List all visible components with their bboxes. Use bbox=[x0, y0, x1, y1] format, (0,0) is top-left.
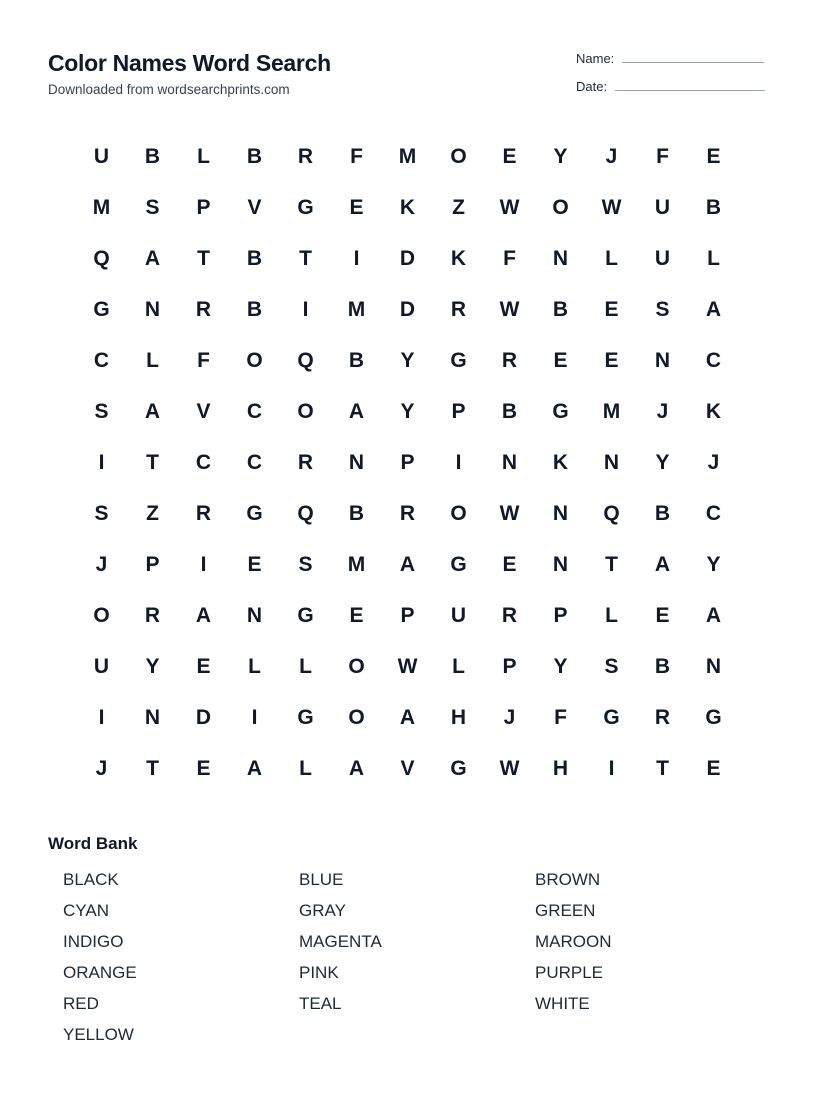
grid-cell[interactable]: P bbox=[196, 195, 211, 219]
grid-cell[interactable]: Y bbox=[706, 552, 721, 576]
grid-cell[interactable]: B bbox=[348, 348, 365, 372]
grid-cell[interactable]: Q bbox=[297, 348, 314, 372]
grid-cell[interactable]: A bbox=[348, 756, 365, 780]
grid-cell[interactable]: B bbox=[501, 399, 518, 423]
grid-cell[interactable]: B bbox=[654, 501, 671, 525]
grid-cell[interactable]: K bbox=[552, 450, 569, 474]
grid-cell[interactable]: R bbox=[654, 705, 671, 729]
grid-cell[interactable]: U bbox=[450, 603, 467, 627]
grid-cell[interactable]: J bbox=[656, 399, 669, 423]
grid-cell[interactable]: G bbox=[93, 297, 110, 321]
grid-cell[interactable]: T bbox=[146, 756, 159, 780]
grid-cell[interactable]: G bbox=[705, 705, 722, 729]
grid-cell[interactable]: G bbox=[552, 399, 569, 423]
grid-cell[interactable]: F bbox=[554, 705, 567, 729]
grid-cell[interactable]: R bbox=[195, 501, 212, 525]
grid-cell[interactable]: U bbox=[654, 246, 671, 270]
word-bank-item: MAROON bbox=[535, 932, 612, 951]
grid-cell[interactable]: I bbox=[98, 705, 105, 729]
grid-cell[interactable]: N bbox=[552, 246, 569, 270]
grid-cell[interactable]: G bbox=[297, 603, 314, 627]
grid-cell[interactable]: L bbox=[248, 654, 261, 678]
grid-cell[interactable]: G bbox=[297, 705, 314, 729]
grid-cell[interactable]: H bbox=[450, 705, 467, 729]
grid-cell[interactable]: T bbox=[146, 450, 159, 474]
grid-cell[interactable]: T bbox=[656, 756, 669, 780]
grid-cell[interactable]: O bbox=[348, 654, 365, 678]
grid-cell[interactable]: B bbox=[654, 654, 671, 678]
grid-cell[interactable]: Y bbox=[400, 348, 415, 372]
grid-cell[interactable]: V bbox=[400, 756, 415, 780]
grid-cell[interactable]: P bbox=[451, 399, 466, 423]
grid-cell[interactable]: E bbox=[706, 144, 721, 168]
word-bank-item: PINK bbox=[299, 963, 339, 982]
grid-cell[interactable]: T bbox=[605, 552, 618, 576]
grid-cell[interactable]: N bbox=[603, 450, 620, 474]
grid-cell[interactable]: I bbox=[455, 450, 462, 474]
grid-cell[interactable]: F bbox=[656, 144, 669, 168]
word-bank-item: PURPLE bbox=[535, 963, 604, 982]
word-bank-item: GREEN bbox=[535, 901, 596, 920]
grid-cell[interactable]: P bbox=[145, 552, 160, 576]
grid-cell[interactable]: R bbox=[297, 144, 314, 168]
grid-cell[interactable]: E bbox=[349, 603, 364, 627]
grid-cell[interactable]: I bbox=[98, 450, 105, 474]
grid-cell[interactable]: B bbox=[705, 195, 722, 219]
grid-cell[interactable]: E bbox=[502, 552, 517, 576]
grid-cell[interactable]: L bbox=[299, 654, 312, 678]
word-bank-item: MAGENTA bbox=[299, 932, 382, 951]
grid-cell[interactable]: Y bbox=[553, 654, 568, 678]
word-bank bbox=[63, 869, 771, 1055]
grid-cell[interactable]: N bbox=[348, 450, 365, 474]
grid-cell[interactable]: G bbox=[450, 756, 467, 780]
grid-cell[interactable]: N bbox=[654, 348, 671, 372]
word-bank-item: CYAN bbox=[63, 901, 109, 920]
grid-cell[interactable]: W bbox=[499, 297, 520, 321]
grid-cell[interactable]: J bbox=[503, 705, 516, 729]
grid-cell[interactable]: N bbox=[552, 552, 569, 576]
grid-cell[interactable]: F bbox=[197, 348, 210, 372]
grid-cell[interactable]: N bbox=[705, 654, 722, 678]
word-bank-title: Word Bank bbox=[48, 834, 138, 853]
word-bank-item: GRAY bbox=[299, 901, 346, 920]
grid-cell[interactable]: A bbox=[348, 399, 365, 423]
grid-cell[interactable]: Q bbox=[603, 501, 620, 525]
word-bank-item: BLUE bbox=[299, 870, 344, 889]
grid-cell[interactable]: B bbox=[246, 144, 263, 168]
grid-cell[interactable]: B bbox=[144, 144, 161, 168]
page-subtitle: Downloaded from wordsearchprints.com bbox=[48, 82, 290, 97]
grid-cell[interactable]: D bbox=[195, 705, 212, 729]
grid-cell[interactable]: W bbox=[499, 756, 520, 780]
grid-cell[interactable]: J bbox=[605, 144, 618, 168]
grid-cell[interactable]: A bbox=[399, 705, 416, 729]
grid-cell[interactable]: E bbox=[502, 144, 517, 168]
grid-cell[interactable]: T bbox=[299, 246, 312, 270]
grid-cell[interactable]: L bbox=[605, 246, 618, 270]
grid-cell[interactable]: V bbox=[247, 195, 262, 219]
grid-cell[interactable]: U bbox=[93, 654, 110, 678]
grid-cell[interactable]: E bbox=[655, 603, 670, 627]
grid-cell[interactable]: W bbox=[397, 654, 418, 678]
grid-cell[interactable]: D bbox=[399, 297, 416, 321]
grid-cell[interactable]: S bbox=[94, 501, 109, 525]
grid-cell[interactable]: S bbox=[298, 552, 313, 576]
grid-cell[interactable]: O bbox=[93, 603, 110, 627]
grid-cell[interactable]: S bbox=[94, 399, 109, 423]
grid-cell[interactable]: G bbox=[246, 501, 263, 525]
grid-cell[interactable]: E bbox=[604, 348, 619, 372]
grid-cell[interactable]: C bbox=[246, 450, 263, 474]
grid-cell[interactable]: F bbox=[350, 144, 363, 168]
grid-cell[interactable]: A bbox=[246, 756, 263, 780]
grid-cell[interactable]: V bbox=[196, 399, 211, 423]
grid-cell[interactable]: R bbox=[450, 297, 467, 321]
grid-cell[interactable]: E bbox=[196, 756, 211, 780]
date-field[interactable] bbox=[576, 79, 765, 95]
grid-cell[interactable]: C bbox=[705, 501, 722, 525]
word-bank-item: RED bbox=[63, 994, 99, 1013]
grid-cell[interactable]: K bbox=[399, 195, 416, 219]
grid-cell[interactable]: P bbox=[400, 603, 415, 627]
grid-cell[interactable]: R bbox=[501, 603, 518, 627]
grid-cell[interactable]: Y bbox=[145, 654, 160, 678]
grid-cell[interactable]: N bbox=[552, 501, 569, 525]
grid-cell[interactable]: R bbox=[297, 450, 314, 474]
grid-cell[interactable]: P bbox=[400, 450, 415, 474]
grid-cell[interactable]: W bbox=[499, 195, 520, 219]
grid-cell[interactable]: M bbox=[92, 195, 111, 219]
grid-cell[interactable]: M bbox=[398, 144, 417, 168]
grid-cell[interactable]: E bbox=[706, 756, 721, 780]
grid-cell[interactable]: G bbox=[603, 705, 620, 729]
grid-cell[interactable]: C bbox=[705, 348, 722, 372]
grid-cell[interactable]: S bbox=[655, 297, 670, 321]
grid-cell[interactable]: R bbox=[399, 501, 416, 525]
grid-cell[interactable]: I bbox=[251, 705, 258, 729]
grid-cell[interactable]: A bbox=[399, 552, 416, 576]
grid-cell[interactable]: R bbox=[144, 603, 161, 627]
grid-cell[interactable]: J bbox=[95, 756, 108, 780]
grid-cell[interactable]: N bbox=[144, 297, 161, 321]
grid-cell[interactable]: O bbox=[348, 705, 365, 729]
grid-cell[interactable]: M bbox=[602, 399, 621, 423]
word-bank-item: TEAL bbox=[299, 994, 342, 1013]
grid-cell[interactable]: B bbox=[552, 297, 569, 321]
grid-cell[interactable]: O bbox=[552, 195, 569, 219]
grid-cell[interactable]: S bbox=[145, 195, 160, 219]
grid-cell[interactable]: Y bbox=[400, 399, 415, 423]
grid-cell[interactable]: E bbox=[553, 348, 568, 372]
grid-cell[interactable]: F bbox=[503, 246, 516, 270]
grid-cell[interactable]: C bbox=[246, 399, 263, 423]
grid-cell[interactable]: N bbox=[246, 603, 263, 627]
grid-cell[interactable]: M bbox=[347, 552, 366, 576]
name-line[interactable] bbox=[622, 62, 764, 63]
word-bank-item: BLACK bbox=[63, 870, 119, 889]
name-field[interactable] bbox=[576, 51, 764, 67]
grid-cell[interactable]: R bbox=[501, 348, 518, 372]
grid-cell[interactable]: W bbox=[601, 195, 622, 219]
grid-cell[interactable]: O bbox=[246, 348, 263, 372]
grid-cell[interactable]: G bbox=[450, 552, 467, 576]
grid-cell[interactable]: B bbox=[246, 297, 263, 321]
grid-cell[interactable]: B bbox=[246, 246, 263, 270]
grid-cell[interactable]: A bbox=[195, 603, 212, 627]
grid-cell[interactable]: A bbox=[705, 603, 722, 627]
grid-cell[interactable]: E bbox=[196, 654, 211, 678]
grid-cell[interactable]: A bbox=[144, 246, 161, 270]
date-line[interactable] bbox=[615, 90, 765, 91]
grid-cell[interactable]: B bbox=[348, 501, 365, 525]
letter-grid bbox=[76, 131, 739, 794]
date-label: Date: bbox=[576, 79, 608, 94]
grid-cell[interactable]: L bbox=[299, 756, 312, 780]
grid-cell[interactable]: Y bbox=[553, 144, 568, 168]
word-bank-item: YELLOW bbox=[63, 1025, 134, 1044]
grid-cell[interactable]: N bbox=[501, 450, 518, 474]
word-bank-item: INDIGO bbox=[63, 932, 124, 951]
grid-cell[interactable]: I bbox=[353, 246, 360, 270]
page-title: Color Names Word Search bbox=[48, 50, 331, 76]
grid-cell[interactable]: E bbox=[247, 552, 262, 576]
grid-cell[interactable]: Z bbox=[146, 501, 159, 525]
grid-cell[interactable]: L bbox=[605, 603, 618, 627]
grid-cell[interactable]: A bbox=[144, 399, 161, 423]
grid-cell[interactable]: L bbox=[707, 246, 720, 270]
grid-cell[interactable]: C bbox=[93, 348, 110, 372]
grid-cell[interactable]: O bbox=[450, 144, 467, 168]
grid-cell[interactable]: L bbox=[197, 144, 210, 168]
grid-cell[interactable]: R bbox=[195, 297, 212, 321]
grid-cell[interactable]: Z bbox=[452, 195, 465, 219]
grid-cell[interactable]: P bbox=[553, 603, 568, 627]
word-bank-item: WHITE bbox=[535, 994, 590, 1013]
grid-cell[interactable]: H bbox=[552, 756, 569, 780]
grid-cell[interactable]: T bbox=[197, 246, 210, 270]
grid-cell[interactable]: I bbox=[608, 756, 615, 780]
grid-cell[interactable]: P bbox=[502, 654, 517, 678]
grid-cell[interactable]: E bbox=[604, 297, 619, 321]
grid-cell[interactable]: D bbox=[399, 246, 416, 270]
grid-cell[interactable]: J bbox=[95, 552, 108, 576]
grid-cell[interactable]: C bbox=[195, 450, 212, 474]
grid-cell[interactable]: A bbox=[705, 297, 722, 321]
grid-cell[interactable]: S bbox=[604, 654, 619, 678]
word-bank-item: ORANGE bbox=[63, 963, 137, 982]
grid-cell[interactable]: I bbox=[200, 552, 207, 576]
grid-cell[interactable]: G bbox=[450, 348, 467, 372]
grid-cell[interactable]: E bbox=[349, 195, 364, 219]
grid-cell[interactable]: G bbox=[297, 195, 314, 219]
grid-cell[interactable]: L bbox=[146, 348, 159, 372]
grid-cell[interactable]: A bbox=[654, 552, 671, 576]
grid-cell[interactable]: L bbox=[452, 654, 465, 678]
grid-cell[interactable]: K bbox=[450, 246, 467, 270]
word-bank-item: BROWN bbox=[535, 870, 601, 889]
grid-cell[interactable]: U bbox=[654, 195, 671, 219]
grid-cell[interactable]: Q bbox=[297, 501, 314, 525]
grid-cell[interactable]: N bbox=[144, 705, 161, 729]
grid-cell[interactable]: W bbox=[499, 501, 520, 525]
grid-cell[interactable]: J bbox=[707, 450, 720, 474]
grid-cell[interactable]: I bbox=[302, 297, 309, 321]
grid-cell[interactable]: O bbox=[450, 501, 467, 525]
grid-cell[interactable]: K bbox=[705, 399, 722, 423]
grid-cell[interactable]: O bbox=[297, 399, 314, 423]
grid-cell[interactable]: M bbox=[347, 297, 366, 321]
grid-cell[interactable]: Q bbox=[93, 246, 110, 270]
grid-cell[interactable]: Y bbox=[655, 450, 670, 474]
grid-cell[interactable]: U bbox=[93, 144, 110, 168]
name-label: Name: bbox=[576, 51, 615, 66]
